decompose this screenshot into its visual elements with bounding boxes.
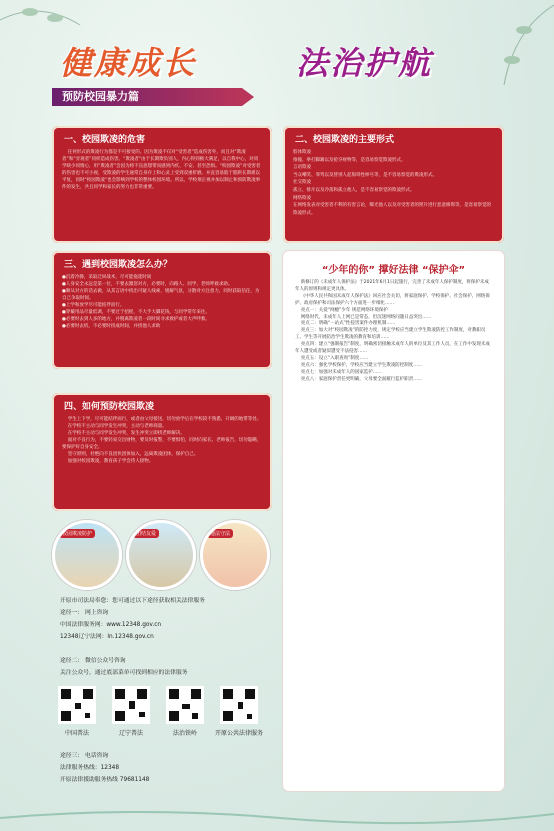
contact-site1[interactable]: 中国法律服务网：www.12348.gov.cn: [60, 622, 162, 628]
illustration-3: [200, 520, 270, 590]
box-what-to-do-text: ●沉着冷静，采取迂回战术，尽可能拖延时间 ●人身安全永远是第一位，不要去激怒对方，必要时，向路人、同学、老师呼救求助。 ●顺从对方的话去做，从其言语中找出可疑人线索，缓解气氛，分散对方注意力，同时获取信任，为自己争取时间。 ●上学和放学尽可能结伴而行。 ●穿戴用品尽量低调，不要过于招摇，不大手大脚花钱，与同学常年来往。 ●必要时去到人多的地方，并脱离欺凌者一段时间寻求救护或者大声呼救。 ●必要时去机，不必要时找成时间，并找他人求助: [62, 275, 260, 329]
box-harm-text: 任何形式的欺凌行为都是不可接受的。因为欺凌不仅对“受害者”造成伤害外，而且对“欺凌者”和“旁观者”同样造成伤害。“欺凌者”由于长期欺负别人，内心得到极大满足，以自我中心，对同学缺少同情心，用“欺凌者”会因为将不良思想带而感到内疚、不安、甚至恐惧。“校园欺凌”对受害者的伤害也不可小视，受欺凌的学生通常自身存上和心灵上受到双重折磨。并直容易陷于陷阱长期难以平复，同时“校园欺凌”也会影响到学校的整体校园环境。所以，学校须正视并加以制止和预防欺凌事件的发生，共且同学和家长的努力也非常重要。: [62, 150, 261, 190]
qr-code-icon[interactable]: [220, 686, 258, 724]
article-title: “少年的你” 撑好法律 “保护伞”: [321, 265, 466, 276]
subtitle-banner: 预防校园暴力篇: [52, 88, 242, 106]
qr-label-4: 开原公共法律服务: [214, 730, 263, 737]
illustration-2: [126, 520, 196, 590]
box-harm-title: 一、校园欺凌的危害: [64, 135, 146, 145]
contact-phone2[interactable]: 开原法律援助服务热线 79681148: [60, 777, 150, 783]
qr-code-row: [54, 686, 284, 746]
contact-phone1[interactable]: 法律服务热线：12348: [60, 765, 120, 771]
qr-label-3: 法治铁岭: [172, 730, 197, 737]
box-prevention-title: 四、如何预防校园欺凌: [64, 402, 155, 412]
contact-way1: 途径一： 网上咨询: [60, 610, 109, 616]
box-prevention: [52, 393, 272, 511]
title-left: 健康成长: [60, 44, 197, 82]
illustration-1: [52, 520, 122, 590]
bottom-decoration: [0, 800, 554, 831]
box-forms-text: 肢体欺凌 推撞、拳打脚踢以及抢夺财物等，是容易察觉欺凌形式。 言语欺凌 当众嘲笑、辱骂以及替别人起侮辱性绰号等，是不容易察觉的欺凌形式。 社交欺凌 孤立、排斥以及冷落和孤立他人，是不容易察觉的欺凌形式。 网络欺凌 在网络发表对受害者不利的有害言论，曝光他人以及对受害者的照片进行恶意修饰等，是容易察觉的欺凌形式。: [293, 150, 491, 216]
contact-site2[interactable]: 12348辽宁法网：ln.12348.gov.cn: [60, 634, 154, 640]
illustrations: [52, 520, 266, 588]
box-forms: [283, 126, 504, 243]
header: [0, 30, 554, 112]
title-right: 法治护航: [296, 44, 433, 82]
box-what-to-do: [52, 251, 272, 369]
box-what-to-do-title: 三、遇到校园欺凌怎么办？: [64, 260, 173, 270]
box-prevention-text: 学生上下学，尽可能结伴而行，或者由父母接送，切勿放学后在学校较不熟悉、开阔的地带等处。 在学校不主动与同学发生冲突，主动与老师商量。 在学校不主动与同学发生冲突，发生冲突立即找老师解决。 面对不良行为，不要轻易交出财物，要及时报警，不要惧怕，同时向家长、老师报告，切勿隐瞒，要保护好自身安全。 坚守原则，杜绝向不良团伙团体加入，远离欺凌团体，保护自己。 加强对校园欺凌，教育孩子学会待人接物。: [62, 417, 262, 464]
article-panel: [283, 251, 504, 791]
qr-label-1: 中国普法: [64, 730, 89, 737]
illustration-2-label: 团结友爱: [133, 529, 159, 538]
qr-code-icon[interactable]: [58, 686, 96, 724]
box-forms-title: 二、校园欺凌的主要形式: [295, 135, 395, 145]
contact-way2-desc: 关注公众号，通过底部菜单可找到相应的法律服务: [60, 670, 188, 676]
contact-way3: 途径三： 电话咨询: [60, 753, 109, 759]
contact-way2: 途径二： 微信公众号咨询: [60, 658, 126, 664]
illustration-3-label: 遵法守法: [207, 529, 233, 538]
qr-code-icon[interactable]: [112, 686, 150, 724]
box-harm: [52, 126, 272, 243]
qr-label-2: 辽宁普法: [118, 730, 143, 737]
illustration-1-label: 校园欺凌防护: [59, 529, 95, 538]
qr-code-icon[interactable]: [166, 686, 204, 724]
contact-intro: 开原市司法局奉您：您可通过以下途径获取相关法律服务: [60, 598, 205, 604]
article-text: 新修订的《未成年人保护法》于2021年6月1日起施行，完善了未成年人保护制度，将保护未成年人的原则和规定更具体。 《中华人民共和国未成年人保护法》回应社会关切，将家庭保护、学校保护、社会保护、网络保护、政府保护和司法保护六个方面进一步细化…… 亮点一：关爱“网瘾”少年 规范网络环境保护 网络时代，未成年人上网已是常态，但沉迷网络问题日益突出…… 亮点二：明确“一站式”性侵害案件办理机制…… 亮点三：加大对“校园欺凌”的防控力度，规定学校应当建立学生欺凌防控工作制度，对教职员工、学生等开展防治学生欺凌的教育和培训…… 亮点四：建立“强制报告”制度，明确密切接触未成年人的单位及其工作人员，在工作中发现未成年人遭受或者疑似遭受不法侵害…… 亮点五：设立“入职查询”制度…… 亮点六：强化学校保护，学校应当建立学生欺凌防控制度…… 亮点七：加强对未成年人的国家监护…… 亮点八：家庭保护责任更明确，父母要全面履行监护职责……: [295, 280, 490, 382]
